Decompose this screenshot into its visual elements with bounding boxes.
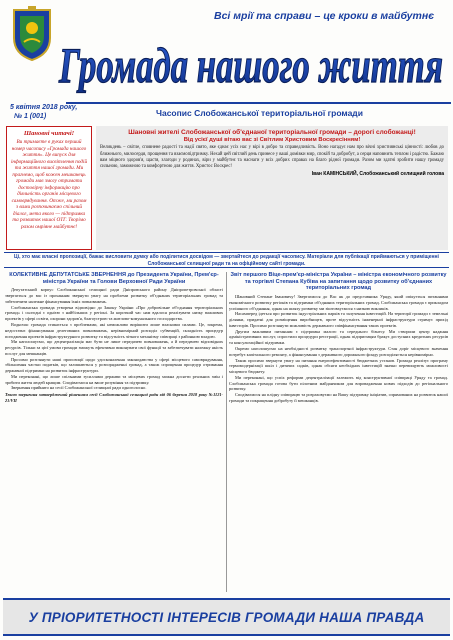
article-paragraph: Ми наголошуємо, що децентралізація має бути не лише передачею повноважень, а й передачею відповідних ресурсів. Тільки за цієї умови громади зможуть ефективно виконувати свої функції та забезпечувати належну якість послуг для мешканців.: [5, 339, 223, 356]
article-paragraph: Сподіваємося на плідну співпрацю та розраховуємо на Вашу підтримку ініціатив, спрямованих на розвиток нашої громади та покращення добробуту її мешканців.: [229, 392, 448, 403]
article-body: [5, 287, 223, 589]
editor-note-box: [6, 126, 92, 250]
article-right: [229, 272, 448, 594]
article-paragraph: Звернення прийнято на сесії Слобожанської селищної ради одноголосно.: [11, 385, 147, 391]
easter-greeting-block: [96, 126, 448, 250]
footer-slogan: У ПРІОРИТЕТНОСТІ ІНТЕРЕСІВ ГРОМАДИ НАША ПРАВДА: [28, 609, 425, 625]
article-paragraph: Депутатський корпус Слобожанської селищної ради Дніпровського району Дніпропетровської області звертається до вас із проханням звернути увагу на проблеми розвитку об'єднаних територіальних громад та забезпечити належне фінансування їхніх повноважень.: [5, 287, 223, 304]
masthead-slogan: Всі мрії та справи – це кроки в майбутнє: [214, 10, 435, 22]
coat-of-arms-icon: [10, 6, 54, 62]
easter-greeting-body: Великдень – світле, сповнене радості та надії свято, яке єднає усіх нас у вірі в добро та справедливість. Воно нагадує нам про вічні християнські цінності: любов до ближнього, милосердя, прощення та взаємопідтримку. Нехай цей світлий день принесе у ваші домівки мир, спокій та добробут, а серця наповнить теплом і радістю. Бажаю вам міцного здоров'я, щастя, злагоди у родинах, віри у майбутнє та наснаги у всіх добрих справах на благо рідної громади. Разом ми здатні зробити нашу громаду сильною, заможною та комфортною для життя. Христос Воскрес!: [100, 145, 444, 170]
column-divider: [226, 272, 227, 592]
masthead-subtitle: Часопис Слобожанської територіальної громади: [156, 108, 363, 118]
editor-note-body: Ви тримаєте в руках перший номер часопису «Громада нашого життя». Це випуск для інформаційного висвітлення подій та життя нашої громади. Ми прагнемо, щоб кожен мешканець громади мав змогу отримати достовірну інформацію про діяльність органів місцевого самоврядування. Отже, ми разом з вами розпочинаємо спільний діалог, мета якого — підтримка та розвиток нашої ОТГ. Творімо разом омріяне майбутнє!: [10, 139, 88, 230]
article-left: [5, 272, 223, 594]
easter-greeting-signature: Іван КАМІНСЬКИЙ, Слобожанський селищний голова: [311, 171, 444, 178]
article-paragraph: Другим важливим питанням є підтримка малого та середнього бізнесу. Ми створили центр надання адміністративних послуг, спростили процедури реєстрації, однак підприємцям бракує доступних кредитних ресурсів та консультаційної підтримки.: [229, 328, 448, 346]
masthead: [6, 4, 447, 124]
masthead-title: Громада нашого життя: [58, 37, 443, 93]
easter-greeting-title: Шановні жителі Слобожанської об'єднаної територіальної громади – дорогі слобожанці!: [128, 129, 416, 136]
article-title: Звіт першого Віце-прем'єр-міністра України – міністра економічного розвитку та торгівлі Степана Кубіва на запитання щодо розвитку об'єднаних територіальних громад: [230, 272, 447, 292]
notice-bar: Ці, хто має власні пропозиції, бажає висловити думку або поділитися досвідом — звертайтеся до редакції часопису. Матеріали для публікації приймаються у приміщенні Слобожанської селищної ради та на офіційному сайті громади.: [4, 252, 449, 268]
issue-number: № 1 (001): [14, 113, 47, 120]
issue-date: 5 квітня 2018 року,: [10, 104, 78, 111]
easter-greeting-subtitle: Від усієї душі вітаю вас зі Світлим Христовим Воскресінням!: [183, 137, 361, 144]
article-paragraph: Насамперед ідеться про розвиток індустріальних парків та залучення інвестицій. На території громади є земельні ділянки, придатні для розміщення виробництв, проте відсутність інженерної інфраструктури стримує прихід інвесторів. Просимо розглянути можливість державного співфінансування таких проектів.: [229, 311, 448, 328]
article-body: [229, 294, 448, 600]
masthead-title-graphic: [56, 24, 446, 98]
article-signoff: Текст звернення затверджений рішенням сесії Слобожанської селищної ради від 06 березня 2018 року №1121-21/VII: [5, 392, 223, 403]
article-paragraph: Водночас громада стикається з проблемами, які неможливо вирішити лише власними силами. Це, зокрема, недостатнє фінансування делегованих повноважень, нерівномірний розподіл субвенцій, складність процедур погодження проектів інфраструктурного розвитку та відсутність чіткого механізму співпраці з районною владою.: [5, 322, 223, 339]
article-title: КОЛЕКТИВНЕ ДЕПУТАТСЬКЕ ЗВЕРНЕННЯ до Президента України, Прем'єр-міністра України та Голови Верховної Ради України: [9, 272, 219, 285]
article-paragraph: Окремо наголошуємо на необхідності розвитку транспортної інфраструктури. Стан доріг місцевого значення потребує капітального ремонту, а фінансування з державного дорожнього фонду розподіляється нерівномірно.: [229, 346, 448, 357]
article-paragraph: Слобожанська громада утворена відповідно до Закону України «Про добровільне об'єднання територіальних громад» і сьогодні є однією з найбільших у регіоні. За короткий час нам вдалося реалізувати низку важливих проектів у сфері освіти, охорони здоров'я, благоустрою та житлово-комунального господарства.: [5, 304, 223, 322]
footer-banner: [3, 598, 450, 636]
article-paragraph: Ми переконані, що лише спільними зусиллями держави та місцевих громад можна досягти реальних змін і зробити життя людей кращим. Сподіваємося на ваше розуміння та підтримку.: [5, 373, 223, 385]
editor-note-greeting: Шановні читачі!: [23, 130, 75, 137]
article-paragraph: Шановний Степане Івановичу! Звертаємося до Вас як до представника Уряду, який опікується питаннями економічного розвитку регіонів та підтримки об'єднаних територіальних громад. Слобожанська громада є прикладом успішного об'єднання, однак на шляху розвитку ми зіштовхуємося з низкою викликів.: [229, 294, 448, 311]
article-paragraph: Просимо розглянути наші пропозиції щодо удосконалення законодавства у сфері місцевого самоврядування, збільшення частки податків, що залишаються у розпорядженні громад, а також спрощення процедур отримання державної підтримки на розвиток інфраструктури.: [5, 356, 223, 374]
masthead-rule: [66, 102, 451, 104]
article-paragraph: Також просимо звернути увагу на питання енергоефективності бюджетних установ. Громада реалізує програму термомодернізації шкіл і дитячих садків, однак обсяги необхідних інвестицій значно перевищують можливості місцевого бюджету.: [229, 357, 448, 375]
article-paragraph: Ми переконані, що успіх реформи децентралізації залежить від конструктивної співпраці Уряду та громад. Слобожанська громада готова бути пілотним майданчиком для впровадження нових підходів до регіонального розвитку.: [229, 374, 448, 392]
